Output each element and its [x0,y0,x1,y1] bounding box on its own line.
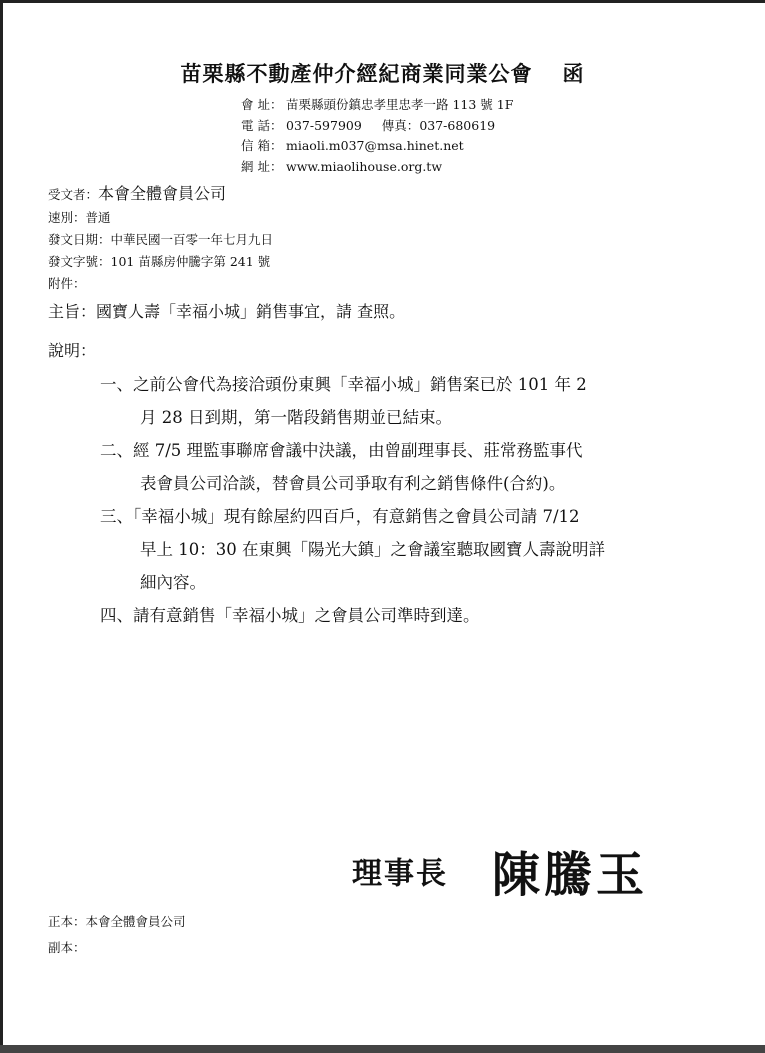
recipient-value: 本會全體會員公司 [98,184,227,203]
item-line: 月 28 日到期，第一階段銷售期並已結束。 [140,408,452,427]
address-row [241,95,513,116]
fax-value: 037-680619 [419,117,496,133]
item-line: 一、之前公會代為接洽頭份東興「幸福小城」銷售案已於 101 年 2 [100,375,587,394]
recipient-row [48,182,273,207]
speed-label: 速別： [48,210,86,225]
address-value: 苗栗縣頭份鎮忠孝里忠孝一路 113 號 1F [286,97,514,112]
scan-edge-bottom [0,1045,765,1053]
original-row [48,909,186,935]
distribution-block [48,909,186,961]
speed-value: 普通 [85,210,111,225]
signature-block [352,836,648,905]
number-row [48,251,273,273]
website-value: www.miaolihouse.org.tw [286,158,443,174]
email-value: miaoli.m037@msa.hinet.net [286,138,464,153]
explanation-label: 說明： [48,341,97,360]
explanation-item-1 [100,368,605,434]
number-label: 發文字號： [48,254,111,269]
phone-label: 電 話： [241,117,283,133]
explanation-item-4 [100,599,605,632]
subject-label: 主旨： [48,302,97,321]
scan-edge-left [0,0,3,1053]
phone-value: 037-597909 [286,117,362,133]
attachment-label: 附件： [48,276,86,291]
date-row [48,229,273,251]
date-label: 發文日期： [48,232,111,247]
explanation-items [100,368,605,632]
item-line: 細內容。 [140,573,206,592]
letter-type: 函 [562,61,585,86]
contact-block [241,95,513,177]
signer-name: 陳騰玉 [492,847,649,903]
recipient-label: 受文者： [48,187,99,202]
signer-title: 理事長 [352,856,448,892]
scan-edge-top [0,0,765,3]
association-name: 苗栗縣不動產仲介經紀商業同業公會 [180,61,533,86]
subject-text: 國寶人壽「幸福小城」銷售事宜，請 查照。 [96,302,406,321]
original-value: 本會全體會員公司 [85,914,186,929]
speed-row [48,207,273,229]
email-label: 信 箱： [241,138,283,153]
website-row [241,157,513,178]
explanation-item-2 [100,434,605,500]
letterhead-title [0,58,765,88]
original-label: 正本： [48,914,86,929]
item-line: 二、經 7/5 理監事聯席會議中決議，由曾副理事長、莊常務監事代 [100,441,583,460]
attachment-row [48,273,273,295]
date-value: 中華民國一百零一年七月九日 [110,232,274,247]
copy-row [48,935,186,961]
website-label: 網 址： [241,158,283,174]
item-line: 三、「幸福小城」現有餘屋約四百戶，有意銷售之會員公司請 7/12 [100,507,580,526]
subject-line [48,299,405,322]
address-label: 會 址： [241,97,283,112]
fax-label: 傳真： [381,117,420,133]
number-value: 101 苗縣房仲騰字第 241 號 [110,254,271,269]
item-line: 早上 10：30 在東興「陽光大鎮」之會議室聽取國寶人壽說明詳 [140,540,605,559]
explanation-item-3 [100,500,605,599]
email-row [241,136,513,157]
phone-row [241,116,513,137]
item-line: 四、請有意銷售「幸福小城」之會員公司準時到達。 [100,606,480,625]
copy-label: 副本： [48,940,86,955]
document-meta [48,182,273,295]
item-line: 表會員公司洽談，替會員公司爭取有利之銷售條件(合約)。 [140,474,566,493]
